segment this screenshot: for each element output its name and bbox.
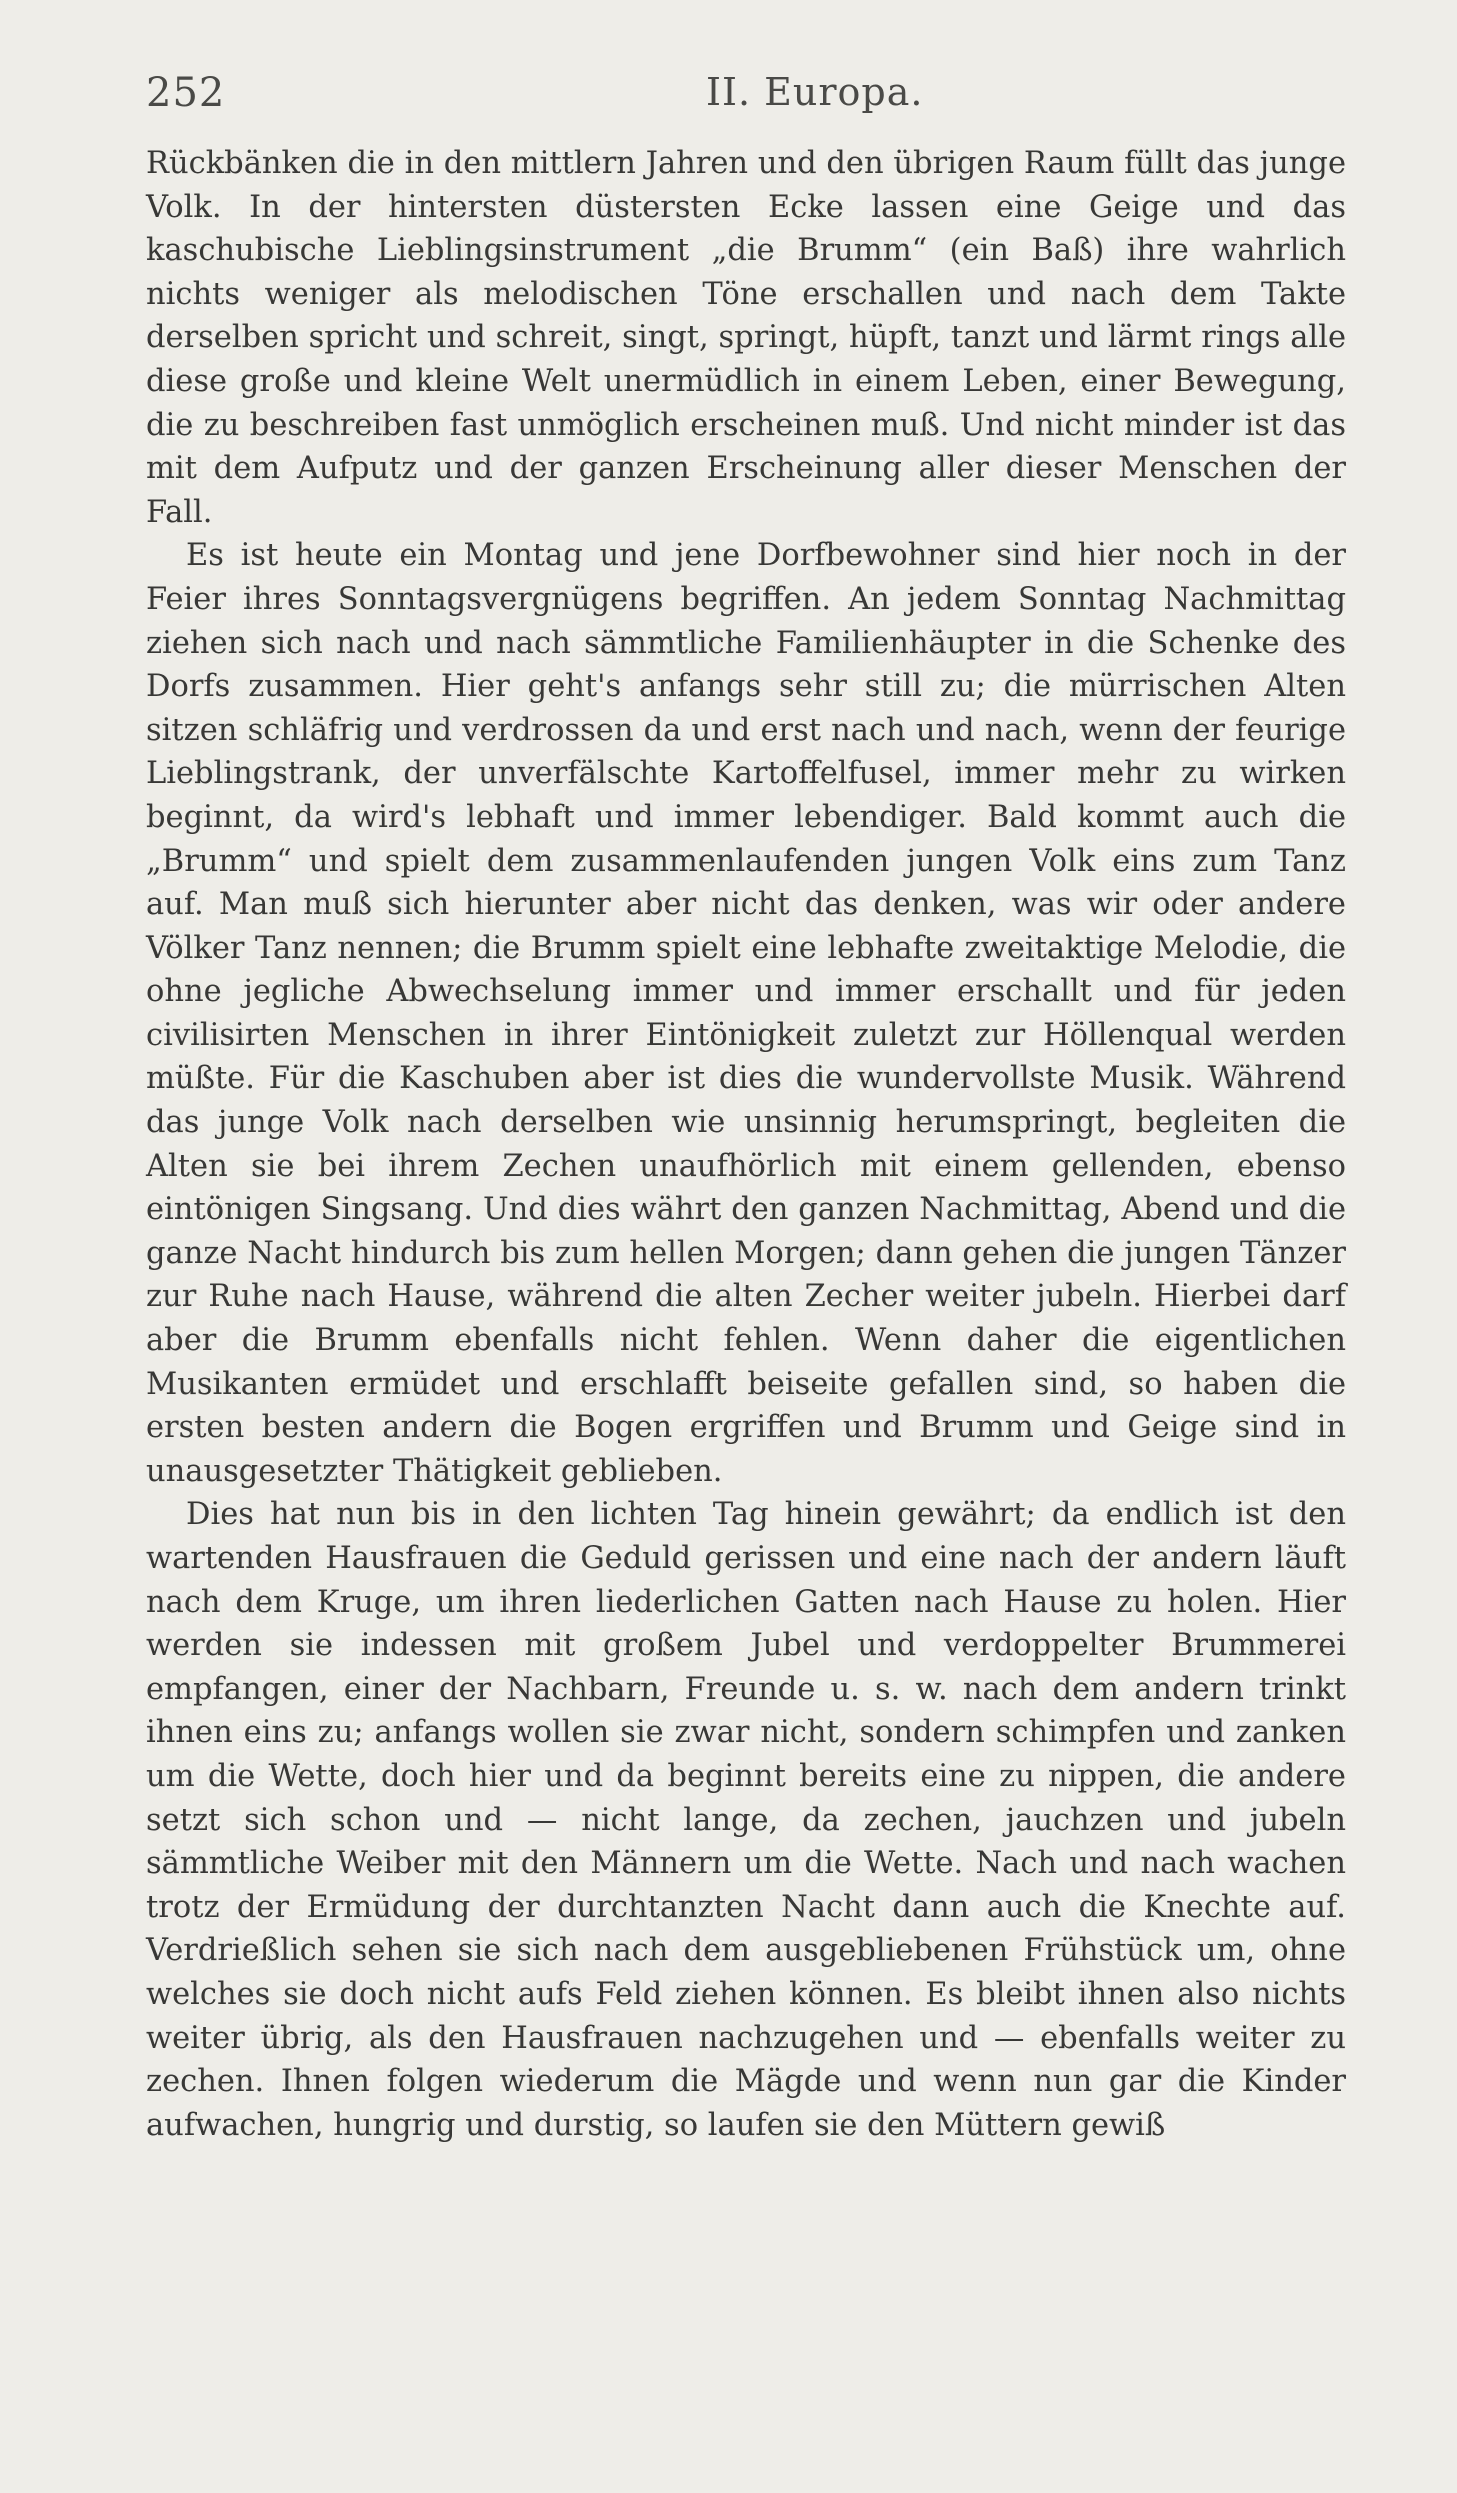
running-head [146, 62, 1342, 122]
paragraph: Rückbänken die in den mittlern Jahren und den übrigen Raum füllt das junge Volk. In der hintersten düstersten Ecke lassen eine Geige und das kaschubische Lieblingsinstrument „die Brumm“ (ein Baß) ihre wahrlich nichts weniger als melodischen Töne erschallen und nach dem Takte derselben spricht und schreit, singt, springt, hüpft, tanzt und lärmt rings alle diese große und kleine Welt unermüdlich in einem Leben, einer Bewegung, die zu beschreiben fast unmöglich erscheinen muß. Und nicht minder ist das mit dem Aufputz und der ganzen Erscheinung aller dieser Menschen der Fall. [146, 146, 1346, 530]
paragraph: Es ist heute ein Montag und jene Dorfbewohner sind hier noch in der Feier ihres Sonntagsvergnügens begriffen. An jedem Sonntag Nachmittag ziehen sich nach und nach sämmtliche Familienhäupter in die Schenke des Dorfs zusammen. Hier geht's anfangs sehr still zu; die mürrischen Alten sitzen schläfrig und verdrossen da und erst nach und nach, wenn der feurige Lieblingstrank, der unverfälschte Kartoffelfusel, immer mehr zu wirken beginnt, da wird's lebhaft und immer lebendiger. Bald kommt auch die „Brumm“ und spielt dem zusammenlaufenden jungen Volk eins zum Tanz auf. Man muß sich hierunter aber nicht das denken, was wir oder andere Völker Tanz nennen; die Brumm spielt eine lebhafte zweitaktige Melodie, die ohne jegliche Abwechselung immer und immer erschallt und für jeden civilisirten Menschen in ihrer Eintönigkeit zuletzt zur Höllenqual werden müßte. Für die Kaschuben aber ist dies die wundervollste Musik. Während das junge Volk nach derselben wie unsinnig herumspringt, begleiten die Alten sie bei ihrem Zechen unaufhörlich mit einem gellenden, ebenso eintönigen Singsang. Und dies währt den ganzen Nachmittag, Abend und die ganze Nacht hindurch bis zum hellen Morgen; dann gehen die jungen Tänzer zur Ruhe nach Hause, während die alten Zecher weiter jubeln. Hierbei darf aber die Brumm ebenfalls nicht fehlen. Wenn daher die eigentlichen Musikanten ermüdet und erschlafft beiseite gefallen sind, so haben die ersten besten andern die Bogen ergriffen und Brumm und Geige sind in unausgesetzter Thätigkeit geblieben. [146, 538, 1346, 1489]
body-text [146, 142, 1346, 2147]
page-number: 252 [146, 70, 226, 116]
paragraph: Dies hat nun bis in den lichten Tag hinein gewährt; da endlich ist den wartenden Hausfrauen die Geduld gerissen und eine nach der andern läuft nach dem Kruge, um ihren liederlichen Gatten nach Hause zu holen. Hier werden sie indessen mit großem Jubel und verdoppelter Brummerei empfangen, einer der Nachbarn, Freunde u. s. w. nach dem andern trinkt ihnen eins zu; anfangs wollen sie zwar nicht, sondern schimpfen und zanken um die Wette, doch hier und da beginnt bereits eine zu nippen, die andere setzt sich schon und — nicht lange, da zechen, jauchzen und jubeln sämmtliche Weiber mit den Männern um die Wette. Nach und nach wachen trotz der Ermüdung der durchtanzten Nacht dann auch die Knechte auf. Verdrießlich sehen sie sich nach dem ausgebliebenen Frühstück um, ohne welches sie doch nicht aufs Feld ziehen können. Es bleibt ihnen also nichts weiter übrig, als den Hausfrauen nachzugehen und — ebenfalls weiter zu zechen. Ihnen folgen wiederum die Mägde und wenn nun gar die Kinder aufwachen, hungrig und durstig, so laufen sie den Müttern gewiß [146, 1497, 1346, 2143]
section-title: II. Europa. [706, 70, 924, 114]
